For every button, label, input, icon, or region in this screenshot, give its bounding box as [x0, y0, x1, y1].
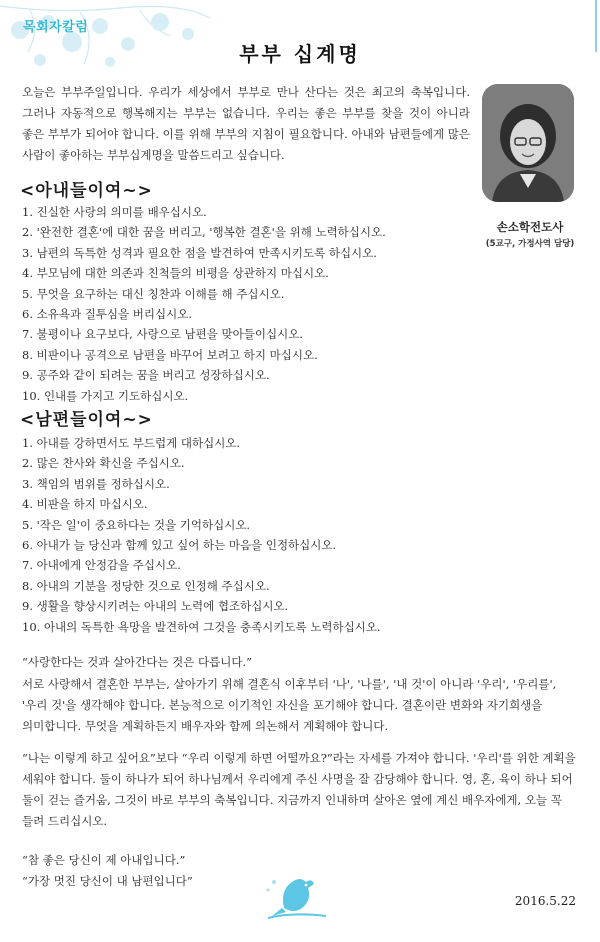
- list-item: 9. 생활을 향상시키려는 아내의 노력에 협조하십시오.: [22, 599, 289, 614]
- list-item: 7. 불평이나 요구보다, 사랑으로 남편을 맞아들이십시오.: [22, 327, 303, 342]
- list-item: 1. 진실한 사랑의 의미를 배우십시오.: [22, 205, 207, 219]
- list-item: 6. 아내가 늘 당신과 함께 있고 싶어 하는 마음을 인정하십시오.: [22, 538, 337, 553]
- list-item: 9. 공주와 같이 되려는 꿈을 버리고 성장하십시오.: [22, 368, 270, 383]
- closing-quote-1: “사랑한다는 것과 살아간다는 것은 다릅니다.”: [22, 655, 252, 669]
- date: 2016.5.22: [514, 894, 576, 908]
- list-item: 5. 무엇을 요구하는 대신 칭찬과 이해를 해 주십시오.: [22, 286, 285, 301]
- list-item: 7. 아내에게 안정감을 주십시오.: [22, 558, 181, 573]
- husbands-list: [22, 433, 582, 637]
- bird-icon: [262, 868, 332, 924]
- list-item: 8. 아내의 기분을 정당한 것으로 인정해 주십시오.: [22, 578, 270, 593]
- list-item: 2. 많은 찬사와 확신을 주십시오.: [22, 456, 185, 471]
- list-item: 10. 인내를 가지고 기도하십시오.: [22, 388, 189, 403]
- wives-list: [22, 202, 582, 406]
- closing-paragraph-2: “나는 이렇게 하고 싶어요”보다 “우리 이렇게 하면 어떨까요?”라는 자세를 가져야 합니다. '우리'를 위한 계획을 세워야 합니다. 둘이 하나가 되어 하나님께서 우리에게 주신 사명을 잘 감당해야 합니다. 영, 혼, 육이 하나 되어 둘이 걷는 즐거움, 그것이 바로 부부의 축복입니다. 지금까지 인내하며 살아온 옆에 계신 배우자에게, 오늘 꼭 들려 드리십시오.: [22, 751, 576, 828]
- husbands-heading: <남편들이여~>: [20, 410, 153, 430]
- closing-paragraph-1: 서로 사랑해서 결혼한 부부는, 살아가기 위해 결혼식 이후부터 '나', '나를', '내 것'이 아니라 '우리', '우리를', '우리 것'을 생각해야 합니다. 본능적으로 이기적인 자신을 포기해야 합니다. 결혼이란 변화와 자기희생을 의미합니다. 무엇을 계획하든지 배우자와 함께 의논해서 계획해야 합니다.: [22, 677, 557, 733]
- list-item: 4. 부모님에 대한 의존과 친척들의 비평을 상관하지 마십시오.: [22, 266, 329, 281]
- author-photo: [482, 84, 574, 202]
- list-item: 5. '작은 일'이 중요하다는 것을 기억하십시오.: [22, 517, 251, 532]
- wives-heading: <아내들이여~>: [20, 181, 153, 201]
- closing-quote-3: “가장 멋진 당신이 내 남편입니다”: [22, 874, 193, 888]
- author-role: (5교구, 가정사역 담당): [485, 239, 575, 249]
- list-item: 8. 비판이나 공격으로 남편을 바꾸어 보려고 하지 마십시오.: [22, 347, 318, 362]
- list-item: 6. 소유욕과 질투심을 버리십시오.: [22, 307, 193, 322]
- list-item: 10. 아내의 독특한 욕망을 발견하여 그것을 충족시키도록 노력하십시오.: [22, 619, 381, 634]
- list-item: 2. '완전한 결혼'에 대한 꿈을 버리고, '행복한 결혼'을 위해 노력하십시오.: [22, 225, 386, 240]
- section-tag: 목회자칼럼: [23, 20, 89, 35]
- page-title: 부부 십계명: [239, 42, 361, 66]
- author-name: 손소학전도사: [496, 220, 564, 234]
- intro-paragraph: 오늘은 부부주일입니다. 우리가 세상에서 부부로 만나 산다는 것은 최고의 축복입니다. 그러나 자동적으로 행복해지는 부부는 없습니다. 우리는 좋은 부부를 찾을 것이 아니라 좋은 부부가 되어야 합니다. 이를 위해 부부의 지침이 필요합니다. 아내와 남편들에게 많은 사람이 좋아하는 부부십계명을 말씀드리고 싶습니다.: [22, 85, 470, 162]
- list-item: 4. 비판을 하지 마십시오.: [22, 497, 148, 512]
- list-item: 3. 책임의 범위를 정하십시오.: [22, 476, 170, 491]
- list-item: 3. 남편의 독특한 성격과 필요한 점을 발견하여 만족시키도록 하십시오.: [22, 245, 377, 260]
- portrait-image: [482, 84, 574, 202]
- closing-quote-2: “참 좋은 당신이 제 아내입니다.”: [22, 853, 186, 867]
- list-item: 1. 아내를 강하면서도 부드럽게 대하십시오.: [22, 436, 241, 450]
